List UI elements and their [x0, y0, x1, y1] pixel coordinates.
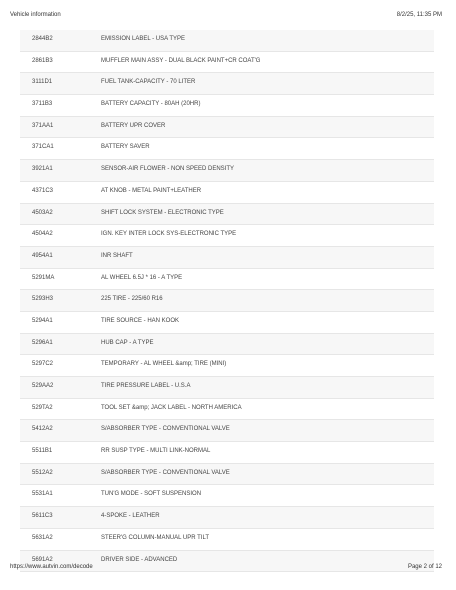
table-row [20, 312, 434, 334]
source-url: https://www.autvin.com/decode [10, 564, 93, 570]
option-description: INR SHAFT [101, 252, 133, 259]
table-row [20, 182, 434, 204]
option-code: 5691A2 [32, 556, 53, 563]
table-row [20, 464, 434, 486]
option-description: TIRE SOURCE - HAN KOOK [101, 317, 180, 324]
option-description: STEER'G COLUMN-MANUAL UPR TILT [101, 534, 210, 541]
option-code: 5294A1 [32, 317, 53, 324]
table-row [20, 485, 434, 507]
table-row [20, 160, 434, 182]
option-code: 4954A1 [32, 252, 53, 259]
table-row [20, 529, 434, 551]
option-description: S/ABSORBER TYPE - CONVENTIONAL VALVE [101, 469, 230, 476]
option-description: MUFFLER MAIN ASSY - DUAL BLACK PAINT+CR COAT'G [101, 57, 261, 64]
option-description: HUB CAP - A TYPE [101, 339, 154, 346]
option-code: 5531A1 [32, 491, 53, 498]
table-row [20, 420, 434, 442]
table-row [20, 269, 434, 291]
table-row [20, 399, 434, 421]
option-code: 529AA2 [32, 383, 54, 389]
option-code: 371CA1 [32, 144, 54, 151]
table-row [20, 95, 434, 117]
options-table [20, 30, 434, 572]
option-code: 4371C3 [32, 187, 54, 194]
option-description: TOOL SET &amp; JACK LABEL - NORTH AMERICA [101, 404, 242, 411]
option-description: FUEL TANK-CAPACITY - 70 LITER [101, 79, 196, 86]
option-description: TUN'G MODE - SOFT SUSPENSION [101, 491, 202, 498]
option-description: BATTERY SAVER [101, 144, 150, 151]
table-row [20, 30, 434, 52]
option-code: 5293H3 [32, 296, 54, 303]
table-row [20, 225, 434, 247]
option-code: 3711B3 [32, 101, 53, 108]
option-description: S/ABSORBER TYPE - CONVENTIONAL VALVE [101, 426, 230, 433]
option-code: 2844B2 [32, 36, 53, 42]
table-row [20, 117, 434, 139]
option-code: 5512A2 [32, 469, 53, 476]
option-description: SENSOR-AIR FLOWER - NON SPEED DENSITY [101, 166, 235, 173]
option-description: BATTERY CAPACITY - 80AH (20HR) [101, 101, 201, 108]
option-code: 5291MA [32, 274, 55, 281]
table-row [20, 52, 434, 74]
option-code: 4503A2 [32, 209, 53, 216]
table-row [20, 247, 434, 269]
table-row [20, 334, 434, 356]
document-title: Vehicle information [10, 12, 61, 18]
option-description: TIRE PRESSURE LABEL - U.S.A [101, 383, 191, 389]
option-code: 5611C3 [32, 513, 53, 520]
option-description: AL WHEEL 6.5J * 16 - A TYPE [101, 274, 183, 281]
option-code: 529TA2 [32, 404, 53, 411]
table-row [20, 73, 434, 95]
option-code: 371AA1 [32, 122, 54, 129]
option-description: RR SUSP TYPE - MULTI LINK-NORMAL [101, 448, 211, 455]
option-code: 5631A2 [32, 534, 53, 541]
option-description: 4-SPOKE - LEATHER [101, 513, 160, 520]
option-description: DRIVER SIDE - ADVANCED [101, 556, 178, 563]
option-code: 5296A1 [32, 339, 53, 346]
table-row [20, 377, 434, 399]
table-row [20, 204, 434, 226]
option-description: 225 TIRE - 225/60 R16 [101, 296, 163, 303]
print-timestamp: 8/2/25, 11:35 PM [396, 12, 442, 18]
option-code: 5297C2 [32, 361, 54, 368]
table-row [20, 290, 434, 312]
option-code: 4504A2 [32, 231, 53, 238]
table-row [20, 355, 434, 377]
option-description: BATTERY UPR COVER [101, 122, 166, 129]
option-code: 3111D1 [32, 79, 53, 86]
option-description: EMISSION LABEL - USA TYPE [101, 36, 186, 42]
option-description: SHIFT LOCK SYSTEM - ELECTRONIC TYPE [101, 209, 224, 216]
option-description: AT KNOB - METAL PAINT+LEATHER [101, 187, 202, 194]
option-description: TEMPORARY - AL WHEEL &amp; TIRE (MINI) [101, 361, 227, 368]
option-code: 2861B3 [32, 57, 53, 64]
table-row [20, 442, 434, 464]
table-row [20, 507, 434, 529]
page-number: Page 2 of 12 [407, 564, 442, 570]
table-row [20, 138, 434, 160]
option-code: 5511B1 [32, 448, 53, 455]
option-code: 3921A1 [32, 166, 53, 173]
option-description: IGN. KEY INTER LOCK SYS-ELECTRONIC TYPE [101, 231, 237, 238]
option-code: 5412A2 [32, 426, 53, 433]
